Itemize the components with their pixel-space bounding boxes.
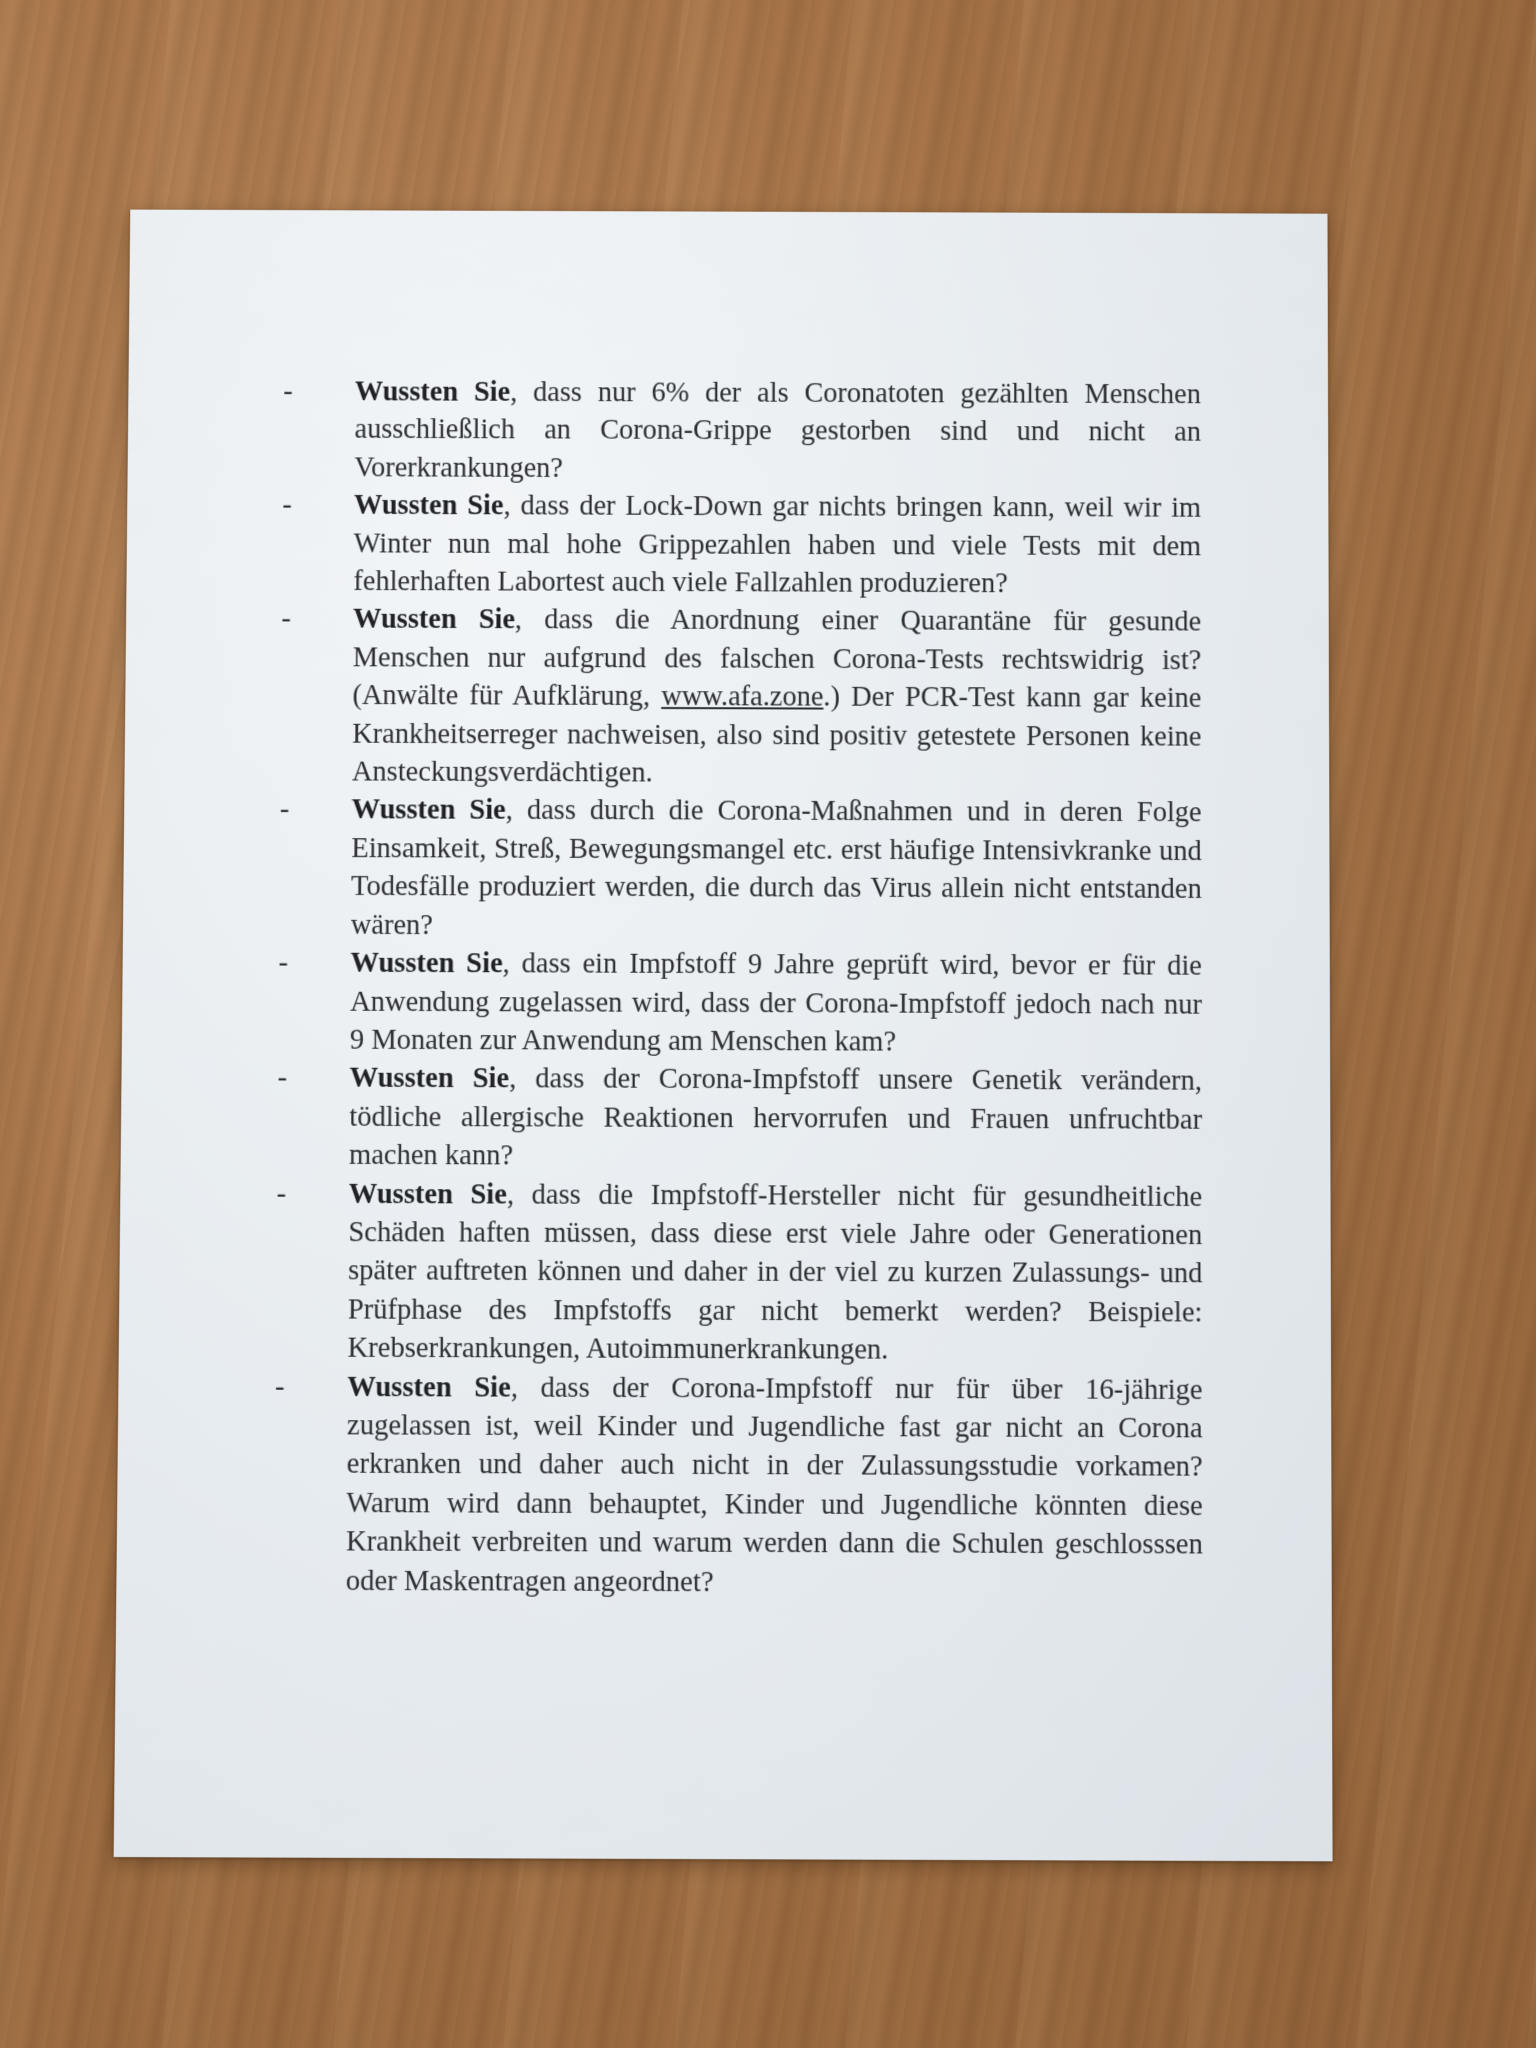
- list-item: [282, 487, 1202, 604]
- afa-zone-link[interactable]: www.afa.zone: [661, 681, 824, 713]
- item-text: .) Der PCR-Test kann gar keine Krankheitserreger nachweisen, also sind positiv getestete Personen keine Ansteckungsverdächtigen.: [351, 682, 1202, 789]
- item-lead: Wussten Sie: [353, 490, 504, 522]
- item-lead: Wussten Sie: [354, 376, 511, 408]
- flyer-sheet: [114, 210, 1333, 1862]
- item-lead: Wussten Sie: [348, 1178, 508, 1211]
- item-text: , dass durch die Corona-Maßnahmen und in deren Folge Einsamkeit, Streß, Bewegungsmangel etc. erst häufige Intensivkranke und Todesfälle produziert werden, die durch das Virus allein nicht entstanden wären?: [350, 795, 1202, 941]
- item-text: , dass nur 6% der als Coronatoten gezählten Menschen ausschließlich an Corona-Grippe gestorben sind und nicht an Vorerkrankungen?: [354, 377, 1202, 484]
- item-lead: Wussten Sie: [350, 947, 503, 980]
- item-lead: Wussten Sie: [352, 604, 516, 636]
- item-text: , dass die Anordnung einer Quarantäne für gesunde Menschen nur aufgrund des falschen Corona-Tests rechtswidrig ist? (Anwälte für Aufklärung,: [352, 604, 1202, 713]
- list-item: [281, 601, 1202, 795]
- item-text: , dass die Impfstoff-Hersteller nicht für gesundheitliche Schäden haften müssen, dass diese erst viele Jahre oder Generationen später auftreten können und daher in der viel zu kurzen Zulassungs- und Prüfphase des Impfstoffs gar nicht bemerkt werden? Beispiele: Krebserkrankungen, Autoimmunerkrankungen.: [347, 1178, 1203, 1366]
- bullet-dash: -: [274, 1371, 285, 1403]
- item-lead: Wussten Sie: [351, 794, 506, 827]
- bullet-dash: -: [277, 1062, 288, 1094]
- item-text: , dass der Corona-Impfstoff nur für über 16-jährige zugelassen ist, weil Kinder und Jugendliche fast gar nicht an Corona erkranken und daher auch nicht in der Zulassungsstudie vorkamen? Warum wird dann behauptet, Kinder und Jugendliche könnten diese Krankheit verbreiten und warum werden dann die Schulen geschlosssen oder Maskentragen angeordnet?: [345, 1371, 1203, 1598]
- list-item: [283, 374, 1202, 491]
- flyer-list: [274, 374, 1203, 1604]
- list-item: [279, 792, 1202, 948]
- list-item: [274, 1368, 1203, 1604]
- list-item: [276, 1175, 1203, 1371]
- item-lead: Wussten Sie: [347, 1371, 511, 1404]
- list-item: [277, 1060, 1203, 1178]
- item-text: , dass ein Impfstoff 9 Jahre geprüft wird, bevor er für die Anwendung zugelassen wird, dass der Corona-Impfstoff jedoch nach nur 9 Monaten zur Anwendung am Menschen kam?: [349, 948, 1202, 1058]
- bullet-dash: -: [282, 490, 292, 521]
- bullet-dash: -: [281, 603, 292, 635]
- item-text: , dass der Lock-Down gar nichts bringen kann, weil wir im Winter nun mal hohe Grippezahlen haben und viele Tests mit dem fehlerhaften Labortest auch viele Fallzahlen produzieren?: [353, 490, 1202, 600]
- list-item: [278, 945, 1202, 1063]
- bullet-dash: -: [276, 1178, 287, 1210]
- item-text: , dass der Corona-Impfstoff unsere Genetik verändern, tödliche allergische Reaktionen hervorrufen und Frauen unfruchtbar machen kann?: [348, 1063, 1203, 1172]
- item-lead: Wussten Sie: [349, 1063, 510, 1095]
- bullet-dash: -: [279, 794, 290, 826]
- bullet-dash: -: [283, 376, 293, 407]
- bullet-dash: -: [278, 947, 289, 979]
